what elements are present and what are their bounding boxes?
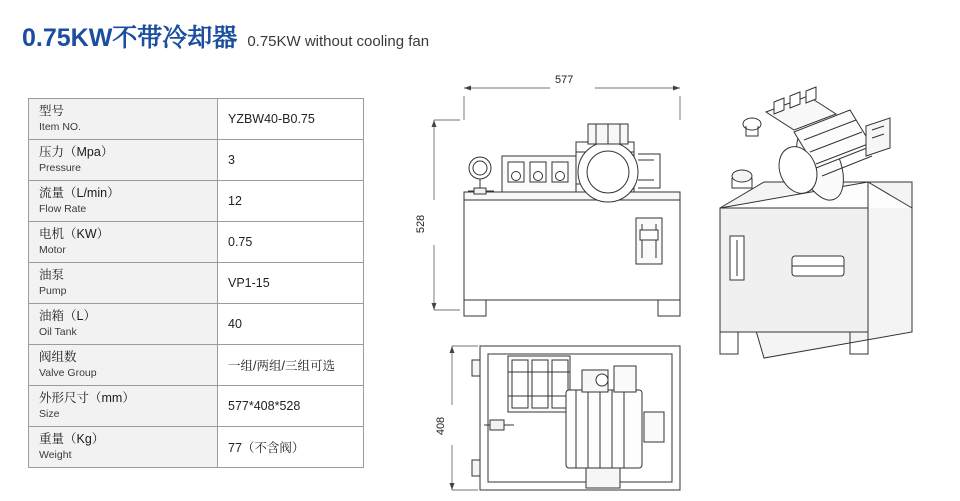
spec-label-cn: 重量（Kg） bbox=[39, 432, 105, 447]
spec-value-cell: 40 bbox=[218, 304, 364, 345]
spec-label-en: Flow Rate bbox=[39, 202, 87, 215]
table-row bbox=[29, 304, 364, 345]
table-row bbox=[29, 345, 364, 386]
spec-label-en: Pump bbox=[39, 284, 67, 297]
table-row bbox=[29, 222, 364, 263]
spec-label-cn: 流量（L/min） bbox=[39, 186, 120, 201]
spec-label-en: Pressure bbox=[39, 161, 82, 174]
page-title-en: 0.75KW without cooling fan bbox=[247, 33, 430, 50]
page-title-cn: 0.75KW不带冷却器 bbox=[22, 24, 238, 52]
dimension-depth-label: 408 bbox=[435, 416, 448, 436]
spec-value-cell: 一组/两组/三组可选 bbox=[218, 345, 364, 386]
spec-table bbox=[28, 98, 364, 468]
dimension-height-label: 528 bbox=[415, 214, 428, 234]
spec-value-cell: YZBW40-B0.75 bbox=[218, 99, 364, 140]
spec-label-cell bbox=[29, 427, 218, 468]
spec-value-cell: 12 bbox=[218, 181, 364, 222]
spec-label-cell bbox=[29, 263, 218, 304]
spec-label-en: Item NO. bbox=[39, 120, 82, 133]
spec-value-cell: 577*408*528 bbox=[218, 386, 364, 427]
page-header bbox=[22, 18, 429, 54]
top-view-drawing bbox=[450, 346, 681, 490]
spec-label-en: Size bbox=[39, 407, 60, 420]
spec-label-en: Oil Tank bbox=[39, 325, 77, 338]
spec-label-cell bbox=[29, 181, 218, 222]
table-row bbox=[29, 140, 364, 181]
spec-value-cell: 77（不含阀） bbox=[218, 427, 364, 468]
table-row bbox=[29, 427, 364, 468]
table-row bbox=[29, 181, 364, 222]
spec-label-cell bbox=[29, 99, 218, 140]
table-row bbox=[29, 99, 364, 140]
spec-label-en: Valve Group bbox=[39, 366, 97, 379]
spec-label-cell bbox=[29, 304, 218, 345]
spec-value-cell: VP1-15 bbox=[218, 263, 364, 304]
spec-label-en: Motor bbox=[39, 243, 66, 256]
spec-label-cell bbox=[29, 386, 218, 427]
spec-table-body bbox=[29, 99, 364, 468]
spec-label-cell bbox=[29, 140, 218, 181]
spec-label-cn: 油箱（L） bbox=[39, 309, 96, 324]
technical-drawings bbox=[390, 60, 950, 500]
spec-label-cn: 阀组数 bbox=[39, 350, 77, 365]
spec-label-en: Weight bbox=[39, 448, 72, 461]
table-row bbox=[29, 263, 364, 304]
table-row bbox=[29, 386, 364, 427]
spec-label-cn: 型号 bbox=[39, 104, 65, 119]
perspective-view-drawing bbox=[720, 87, 912, 358]
spec-value-cell: 3 bbox=[218, 140, 364, 181]
spec-label-cell bbox=[29, 222, 218, 263]
drawings-svg bbox=[390, 60, 950, 500]
spec-label-cn: 油泵 bbox=[39, 268, 65, 283]
spec-label-cn: 电机（KW） bbox=[39, 227, 110, 242]
spec-value-cell: 0.75 bbox=[218, 222, 364, 263]
spec-label-cn: 压力（Mpa） bbox=[39, 145, 114, 160]
spec-label-cell bbox=[29, 345, 218, 386]
dimension-width-label: 577 bbox=[555, 74, 574, 86]
front-view-drawing bbox=[432, 86, 681, 317]
spec-label-cn: 外形尺寸（mm） bbox=[39, 391, 135, 406]
